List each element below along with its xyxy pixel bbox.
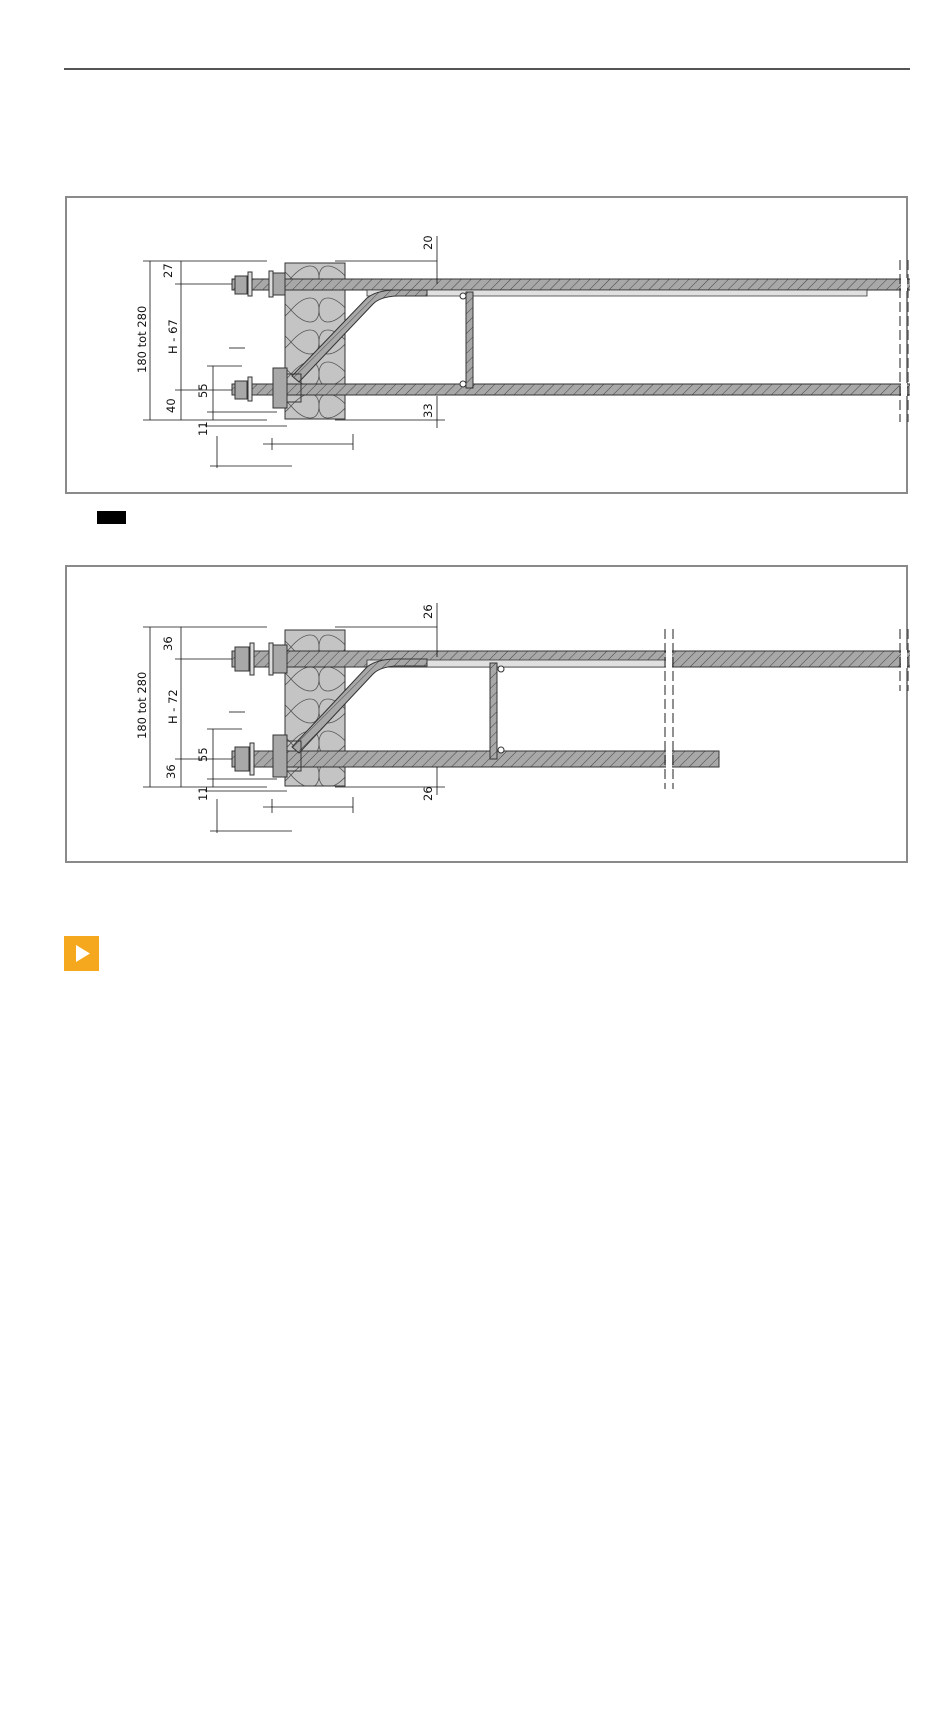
dim-small-offset: 55 <box>196 383 210 398</box>
stirrup-rebar-top <box>498 666 504 672</box>
black-tab-marker <box>97 511 126 524</box>
detail-drawing-2 <box>65 565 908 863</box>
dim-small-offset: 55 <box>196 747 210 762</box>
detail-svg-1 <box>67 198 910 496</box>
detail-drawing-1 <box>65 196 908 494</box>
dim-bottom-cover: 33 <box>421 403 435 418</box>
dim-top-cover: 20 <box>421 235 435 250</box>
dim-bottom-cover: 26 <box>421 786 435 801</box>
dim-top-offset: 27 <box>161 263 175 278</box>
play-badge[interactable] <box>64 936 99 971</box>
detail-svg-2 <box>67 567 910 865</box>
dim-bottom-offset: 36 <box>164 764 178 779</box>
dim-bar-spacing: H - 67 <box>166 319 180 354</box>
stirrup <box>466 292 473 388</box>
play-icon <box>64 936 99 971</box>
dim-bottom-edge: 11 <box>196 786 210 801</box>
dim-top-offset: 36 <box>161 636 175 651</box>
dim-bar-spacing: H - 72 <box>166 689 180 724</box>
dim-bottom-edge: 11 <box>196 421 210 436</box>
dim-total-range: 180 tot 280 <box>135 671 149 739</box>
bottom-rebar <box>232 384 910 395</box>
bottom-rebar <box>232 751 719 767</box>
dim-total-range: 180 tot 280 <box>135 305 149 373</box>
stirrup-rebar-bottom <box>460 381 466 387</box>
stirrup-rebar-top <box>460 293 466 299</box>
top-inner-bar <box>367 290 867 296</box>
dim-top-cover: 26 <box>421 604 435 619</box>
header-rule <box>64 68 910 70</box>
top-rebar <box>232 279 910 290</box>
stirrup <box>490 663 497 759</box>
stirrup-rebar-bottom <box>498 747 504 753</box>
dim-bottom-offset: 40 <box>164 398 178 413</box>
